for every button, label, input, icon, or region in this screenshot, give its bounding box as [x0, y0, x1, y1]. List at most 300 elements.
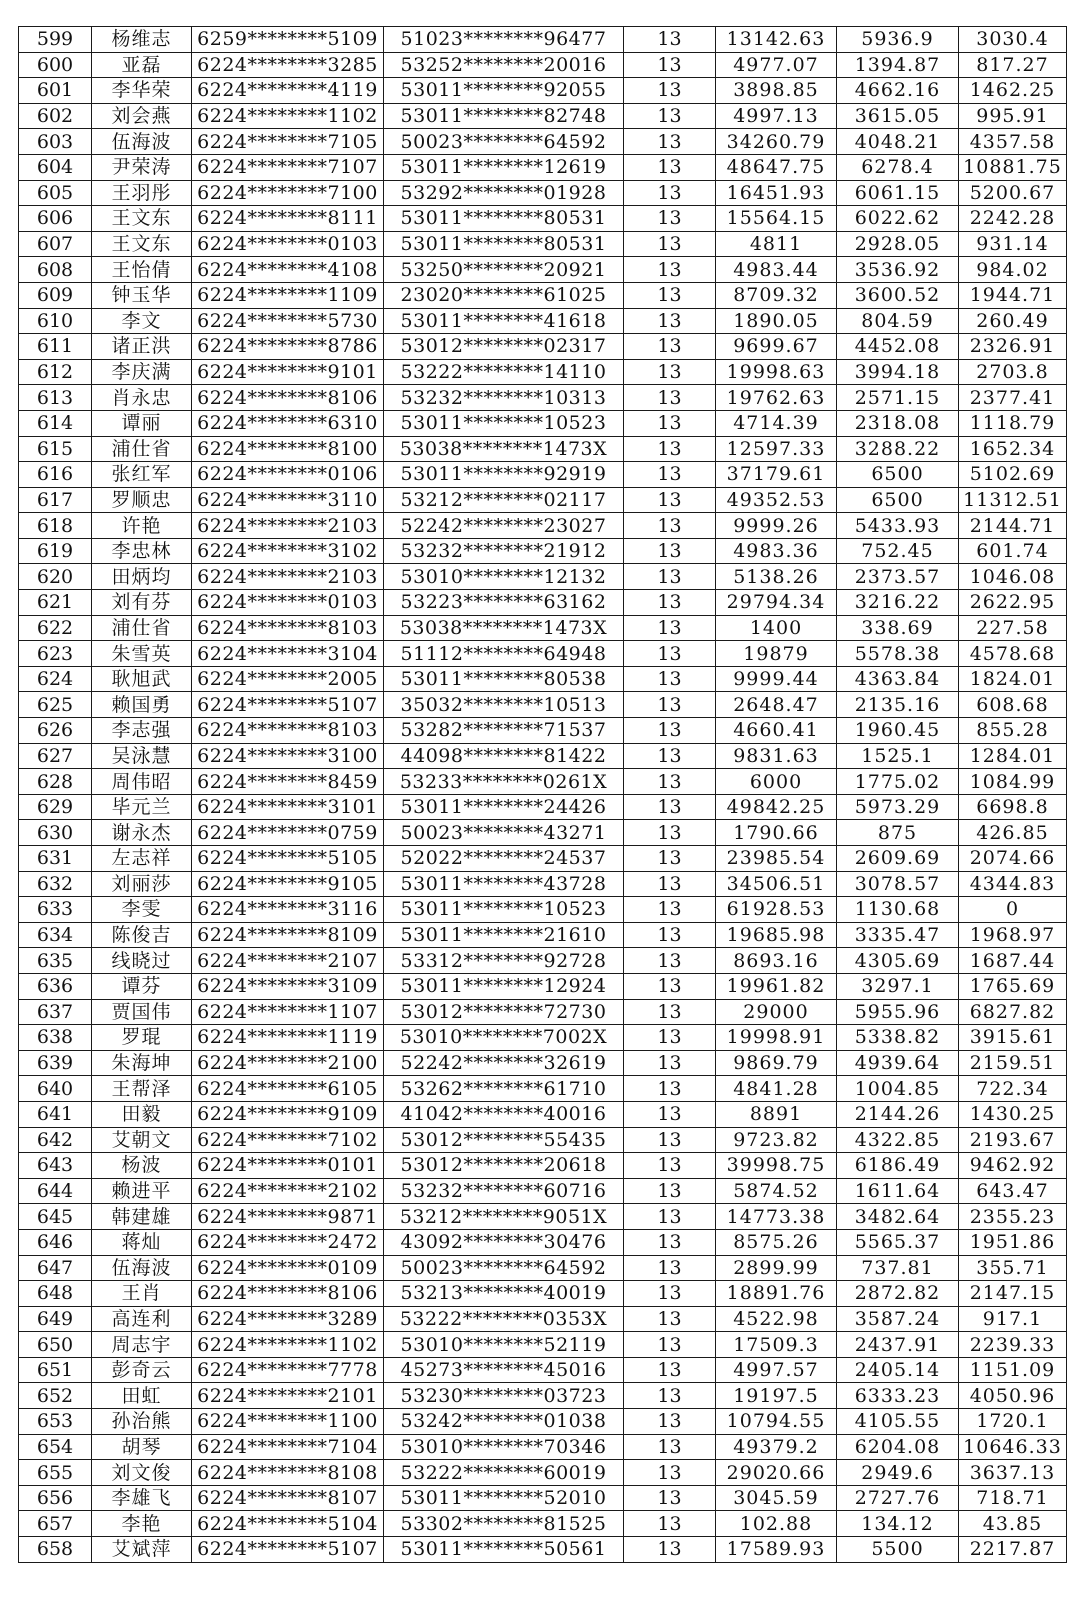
amount-1-cell: 61928.53 [716, 897, 837, 923]
amount-2-cell: 3482.64 [837, 1204, 959, 1230]
amount-2-cell: 6333.23 [837, 1383, 959, 1409]
bank-card-number-cell: 6224********8111 [192, 206, 384, 232]
row-number-cell: 631 [19, 846, 92, 872]
row-number-cell: 625 [19, 692, 92, 718]
amount-1-cell: 10794.55 [716, 1409, 837, 1435]
row-number-cell: 649 [19, 1306, 92, 1332]
person-name-cell: 艾斌萍 [92, 1537, 192, 1563]
amount-1-cell: 8693.16 [716, 948, 837, 974]
months-cell: 13 [624, 1383, 716, 1409]
amount-3-cell: 1968.97 [959, 922, 1067, 948]
id-number-cell: 53011********80531 [384, 231, 624, 257]
amount-1-cell: 12597.33 [716, 436, 837, 462]
id-number-cell: 53010********7002X [384, 1025, 624, 1051]
person-name-cell: 彭奇云 [92, 1357, 192, 1383]
bank-card-number-cell: 6224********3100 [192, 743, 384, 769]
id-number-cell: 53302********81525 [384, 1511, 624, 1537]
person-name-cell: 浦仕省 [92, 436, 192, 462]
amount-2-cell: 3587.24 [837, 1306, 959, 1332]
person-name-cell: 耿旭武 [92, 666, 192, 692]
months-cell: 13 [624, 1050, 716, 1076]
table-row [19, 590, 1067, 616]
person-name-cell: 伍海波 [92, 129, 192, 155]
person-name-cell: 孙治熊 [92, 1409, 192, 1435]
amount-1-cell: 49842.25 [716, 794, 837, 820]
months-cell: 13 [624, 154, 716, 180]
person-name-cell: 毕元兰 [92, 794, 192, 820]
row-number-cell: 636 [19, 973, 92, 999]
id-number-cell: 53282********71537 [384, 718, 624, 744]
amount-1-cell: 19998.63 [716, 359, 837, 385]
months-cell: 13 [624, 820, 716, 846]
row-number-cell: 650 [19, 1332, 92, 1358]
months-cell: 13 [624, 1101, 716, 1127]
row-number-cell: 603 [19, 129, 92, 155]
id-number-cell: 35032********10513 [384, 692, 624, 718]
bank-card-number-cell: 6224********1102 [192, 103, 384, 129]
months-cell: 13 [624, 1460, 716, 1486]
bank-card-number-cell: 6224********0109 [192, 1255, 384, 1281]
row-number-cell: 601 [19, 78, 92, 104]
id-number-cell: 52242********23027 [384, 513, 624, 539]
amount-2-cell: 2437.91 [837, 1332, 959, 1358]
bank-card-number-cell: 6224********4108 [192, 257, 384, 283]
months-cell: 13 [624, 641, 716, 667]
months-cell: 13 [624, 1204, 716, 1230]
amount-3-cell: 917.1 [959, 1306, 1067, 1332]
person-name-cell: 王文东 [92, 231, 192, 257]
table-row [19, 1434, 1067, 1460]
amount-3-cell: 722.34 [959, 1076, 1067, 1102]
id-number-cell: 50023********43271 [384, 820, 624, 846]
amount-1-cell: 9699.67 [716, 334, 837, 360]
amount-3-cell: 931.14 [959, 231, 1067, 257]
amount-1-cell: 17589.93 [716, 1537, 837, 1563]
table-row [19, 180, 1067, 206]
amount-3-cell: 4578.68 [959, 641, 1067, 667]
person-name-cell: 许艳 [92, 513, 192, 539]
person-name-cell: 李忠林 [92, 538, 192, 564]
amount-1-cell: 15564.15 [716, 206, 837, 232]
bank-card-number-cell: 6224********1100 [192, 1409, 384, 1435]
months-cell: 13 [624, 180, 716, 206]
table-row [19, 1332, 1067, 1358]
row-number-cell: 654 [19, 1434, 92, 1460]
amount-3-cell: 0 [959, 897, 1067, 923]
amount-3-cell: 1462.25 [959, 78, 1067, 104]
amount-3-cell: 1084.99 [959, 769, 1067, 795]
table-row [19, 871, 1067, 897]
amount-2-cell: 4662.16 [837, 78, 959, 104]
months-cell: 13 [624, 103, 716, 129]
table-row [19, 334, 1067, 360]
months-cell: 13 [624, 1434, 716, 1460]
amount-1-cell: 4983.36 [716, 538, 837, 564]
amount-3-cell: 2159.51 [959, 1050, 1067, 1076]
row-number-cell: 640 [19, 1076, 92, 1102]
bank-card-number-cell: 6224********8103 [192, 615, 384, 641]
row-number-cell: 648 [19, 1281, 92, 1307]
row-number-cell: 609 [19, 282, 92, 308]
person-name-cell: 王怡倩 [92, 257, 192, 283]
id-number-cell: 45273********45016 [384, 1357, 624, 1383]
id-number-cell: 53292********01928 [384, 180, 624, 206]
row-number-cell: 617 [19, 487, 92, 513]
id-number-cell: 53232********60716 [384, 1178, 624, 1204]
months-cell: 13 [624, 1076, 716, 1102]
months-cell: 13 [624, 1025, 716, 1051]
id-number-cell: 53222********60019 [384, 1460, 624, 1486]
bank-card-number-cell: 6224********1109 [192, 282, 384, 308]
amount-1-cell: 9999.44 [716, 666, 837, 692]
id-number-cell: 50023********64592 [384, 1255, 624, 1281]
id-number-cell: 53252********20016 [384, 52, 624, 78]
amount-3-cell: 2703.8 [959, 359, 1067, 385]
amount-2-cell: 3994.18 [837, 359, 959, 385]
person-name-cell: 周伟昭 [92, 769, 192, 795]
months-cell: 13 [624, 973, 716, 999]
id-number-cell: 53011********12924 [384, 973, 624, 999]
data-table [18, 26, 1067, 1563]
amount-1-cell: 9999.26 [716, 513, 837, 539]
amount-2-cell: 5338.82 [837, 1025, 959, 1051]
months-cell: 13 [624, 78, 716, 104]
table-row [19, 1101, 1067, 1127]
person-name-cell: 胡琴 [92, 1434, 192, 1460]
amount-3-cell: 1284.01 [959, 743, 1067, 769]
months-cell: 13 [624, 1255, 716, 1281]
amount-2-cell: 1611.64 [837, 1178, 959, 1204]
row-number-cell: 608 [19, 257, 92, 283]
row-number-cell: 599 [19, 27, 92, 53]
row-number-cell: 613 [19, 385, 92, 411]
table-row [19, 1153, 1067, 1179]
person-name-cell: 左志祥 [92, 846, 192, 872]
table-row [19, 846, 1067, 872]
row-number-cell: 656 [19, 1485, 92, 1511]
table-row [19, 487, 1067, 513]
amount-3-cell: 227.58 [959, 615, 1067, 641]
row-number-cell: 605 [19, 180, 92, 206]
row-number-cell: 647 [19, 1255, 92, 1281]
amount-1-cell: 19879 [716, 641, 837, 667]
amount-3-cell: 2239.33 [959, 1332, 1067, 1358]
table-row [19, 1127, 1067, 1153]
person-name-cell: 李华荣 [92, 78, 192, 104]
months-cell: 13 [624, 1537, 716, 1563]
id-number-cell: 53038********1473X [384, 436, 624, 462]
bank-card-number-cell: 6224********2103 [192, 513, 384, 539]
amount-1-cell: 102.88 [716, 1511, 837, 1537]
amount-3-cell: 601.74 [959, 538, 1067, 564]
amount-2-cell: 4322.85 [837, 1127, 959, 1153]
amount-1-cell: 37179.61 [716, 462, 837, 488]
bank-card-number-cell: 6224********7105 [192, 129, 384, 155]
row-number-cell: 630 [19, 820, 92, 846]
months-cell: 13 [624, 538, 716, 564]
id-number-cell: 53012********55435 [384, 1127, 624, 1153]
table-row [19, 78, 1067, 104]
table-row [19, 52, 1067, 78]
amount-1-cell: 4811 [716, 231, 837, 257]
id-number-cell: 53011********12619 [384, 154, 624, 180]
id-number-cell: 53011********80538 [384, 666, 624, 692]
person-name-cell: 诸正洪 [92, 334, 192, 360]
bank-card-number-cell: 6224********9871 [192, 1204, 384, 1230]
amount-2-cell: 2609.69 [837, 846, 959, 872]
months-cell: 13 [624, 692, 716, 718]
months-cell: 13 [624, 897, 716, 923]
row-number-cell: 626 [19, 718, 92, 744]
amount-1-cell: 19961.82 [716, 973, 837, 999]
id-number-cell: 53011********50561 [384, 1537, 624, 1563]
months-cell: 13 [624, 1229, 716, 1255]
row-number-cell: 616 [19, 462, 92, 488]
table-row [19, 999, 1067, 1025]
id-number-cell: 50023********64592 [384, 129, 624, 155]
person-name-cell: 李艳 [92, 1511, 192, 1537]
row-number-cell: 645 [19, 1204, 92, 1230]
bank-card-number-cell: 6259********5109 [192, 27, 384, 53]
person-name-cell: 刘丽莎 [92, 871, 192, 897]
row-number-cell: 611 [19, 334, 92, 360]
months-cell: 13 [624, 948, 716, 974]
table-row [19, 1383, 1067, 1409]
person-name-cell: 高连利 [92, 1306, 192, 1332]
table-row [19, 1255, 1067, 1281]
bank-card-number-cell: 6224********5730 [192, 308, 384, 334]
bank-card-number-cell: 6224********5107 [192, 1537, 384, 1563]
row-number-cell: 657 [19, 1511, 92, 1537]
table-row [19, 538, 1067, 564]
bank-card-number-cell: 6224********3289 [192, 1306, 384, 1332]
table-row [19, 1537, 1067, 1563]
amount-1-cell: 8891 [716, 1101, 837, 1127]
id-number-cell: 53010********12132 [384, 564, 624, 590]
table-row [19, 308, 1067, 334]
bank-card-number-cell: 6224********8786 [192, 334, 384, 360]
person-name-cell: 杨波 [92, 1153, 192, 1179]
id-number-cell: 53010********52119 [384, 1332, 624, 1358]
amount-2-cell: 6186.49 [837, 1153, 959, 1179]
amount-1-cell: 39998.75 [716, 1153, 837, 1179]
amount-3-cell: 984.02 [959, 257, 1067, 283]
person-name-cell: 韩建雄 [92, 1204, 192, 1230]
table-row [19, 897, 1067, 923]
amount-3-cell: 3637.13 [959, 1460, 1067, 1486]
bank-card-number-cell: 6224********2102 [192, 1178, 384, 1204]
bank-card-number-cell: 6224********8106 [192, 385, 384, 411]
amount-2-cell: 1775.02 [837, 769, 959, 795]
person-name-cell: 赖进平 [92, 1178, 192, 1204]
amount-3-cell: 3030.4 [959, 27, 1067, 53]
person-name-cell: 艾朝文 [92, 1127, 192, 1153]
bank-card-number-cell: 6224********2101 [192, 1383, 384, 1409]
person-name-cell: 伍海波 [92, 1255, 192, 1281]
table-row [19, 154, 1067, 180]
amount-1-cell: 4841.28 [716, 1076, 837, 1102]
amount-3-cell: 355.71 [959, 1255, 1067, 1281]
bank-card-number-cell: 6224********7778 [192, 1357, 384, 1383]
person-name-cell: 贾国伟 [92, 999, 192, 1025]
amount-3-cell: 1118.79 [959, 410, 1067, 436]
table-row [19, 129, 1067, 155]
months-cell: 13 [624, 1281, 716, 1307]
id-number-cell: 53222********0353X [384, 1306, 624, 1332]
amount-2-cell: 737.81 [837, 1255, 959, 1281]
amount-3-cell: 2147.15 [959, 1281, 1067, 1307]
id-number-cell: 52022********24537 [384, 846, 624, 872]
bank-card-number-cell: 6224********0101 [192, 1153, 384, 1179]
person-name-cell: 刘有芬 [92, 590, 192, 616]
person-name-cell: 钟玉华 [92, 282, 192, 308]
person-name-cell: 张红军 [92, 462, 192, 488]
id-number-cell: 53011********24426 [384, 794, 624, 820]
bank-card-number-cell: 6224********6105 [192, 1076, 384, 1102]
bank-card-number-cell: 6224********3109 [192, 973, 384, 999]
months-cell: 13 [624, 1332, 716, 1358]
table-row [19, 641, 1067, 667]
months-cell: 13 [624, 513, 716, 539]
table-row [19, 1357, 1067, 1383]
bank-card-number-cell: 6224********1102 [192, 1332, 384, 1358]
person-name-cell: 陈俊吉 [92, 922, 192, 948]
bank-card-number-cell: 6224********8109 [192, 922, 384, 948]
row-number-cell: 615 [19, 436, 92, 462]
bank-card-number-cell: 6224********8103 [192, 718, 384, 744]
months-cell: 13 [624, 769, 716, 795]
amount-3-cell: 817.27 [959, 52, 1067, 78]
person-name-cell: 刘文俊 [92, 1460, 192, 1486]
amount-2-cell: 5936.9 [837, 27, 959, 53]
amount-1-cell: 4977.07 [716, 52, 837, 78]
amount-3-cell: 2377.41 [959, 385, 1067, 411]
amount-1-cell: 9869.79 [716, 1050, 837, 1076]
amount-1-cell: 8709.32 [716, 282, 837, 308]
person-name-cell: 吴泳慧 [92, 743, 192, 769]
id-number-cell: 53011********80531 [384, 206, 624, 232]
amount-1-cell: 17509.3 [716, 1332, 837, 1358]
amount-1-cell: 23985.54 [716, 846, 837, 872]
row-number-cell: 614 [19, 410, 92, 436]
amount-2-cell: 6061.15 [837, 180, 959, 206]
id-number-cell: 53230********03723 [384, 1383, 624, 1409]
months-cell: 13 [624, 334, 716, 360]
bank-card-number-cell: 6224********8107 [192, 1485, 384, 1511]
amount-2-cell: 1525.1 [837, 743, 959, 769]
bank-card-number-cell: 6224********6310 [192, 410, 384, 436]
id-number-cell: 53012********02317 [384, 334, 624, 360]
amount-3-cell: 1687.44 [959, 948, 1067, 974]
row-number-cell: 651 [19, 1357, 92, 1383]
table-row [19, 359, 1067, 385]
amount-2-cell: 1394.87 [837, 52, 959, 78]
amount-3-cell: 1720.1 [959, 1409, 1067, 1435]
table-row [19, 615, 1067, 641]
table-row [19, 231, 1067, 257]
amount-2-cell: 4105.55 [837, 1409, 959, 1435]
amount-1-cell: 5874.52 [716, 1178, 837, 1204]
amount-2-cell: 3078.57 [837, 871, 959, 897]
table-row [19, 1178, 1067, 1204]
row-number-cell: 635 [19, 948, 92, 974]
id-number-cell: 53011********10523 [384, 410, 624, 436]
row-number-cell: 607 [19, 231, 92, 257]
table-row [19, 564, 1067, 590]
person-name-cell: 朱雪英 [92, 641, 192, 667]
amount-1-cell: 4660.41 [716, 718, 837, 744]
table-row [19, 1050, 1067, 1076]
months-cell: 13 [624, 1409, 716, 1435]
id-number-cell: 53250********20921 [384, 257, 624, 283]
amount-3-cell: 10646.33 [959, 1434, 1067, 1460]
id-number-cell: 52242********32619 [384, 1050, 624, 1076]
amount-3-cell: 11312.51 [959, 487, 1067, 513]
id-number-cell: 53242********01038 [384, 1409, 624, 1435]
amount-3-cell: 1944.71 [959, 282, 1067, 308]
table-body [19, 27, 1067, 1563]
table-row [19, 206, 1067, 232]
table-row [19, 973, 1067, 999]
amount-2-cell: 875 [837, 820, 959, 846]
row-number-cell: 644 [19, 1178, 92, 1204]
id-number-cell: 53011********92055 [384, 78, 624, 104]
amount-3-cell: 9462.92 [959, 1153, 1067, 1179]
amount-2-cell: 804.59 [837, 308, 959, 334]
months-cell: 13 [624, 1153, 716, 1179]
person-name-cell: 王帮泽 [92, 1076, 192, 1102]
table-row [19, 27, 1067, 53]
bank-card-number-cell: 6224********5107 [192, 692, 384, 718]
bank-card-number-cell: 6224********7102 [192, 1127, 384, 1153]
amount-2-cell: 3536.92 [837, 257, 959, 283]
months-cell: 13 [624, 282, 716, 308]
amount-1-cell: 2899.99 [716, 1255, 837, 1281]
amount-2-cell: 134.12 [837, 1511, 959, 1537]
amount-2-cell: 6500 [837, 487, 959, 513]
bank-card-number-cell: 6224********8100 [192, 436, 384, 462]
amount-3-cell: 2355.23 [959, 1204, 1067, 1230]
row-number-cell: 646 [19, 1229, 92, 1255]
row-number-cell: 638 [19, 1025, 92, 1051]
table-row [19, 410, 1067, 436]
amount-2-cell: 2949.6 [837, 1460, 959, 1486]
amount-2-cell: 3216.22 [837, 590, 959, 616]
id-number-cell: 53262********61710 [384, 1076, 624, 1102]
table-row [19, 257, 1067, 283]
row-number-cell: 642 [19, 1127, 92, 1153]
row-number-cell: 627 [19, 743, 92, 769]
amount-1-cell: 49352.53 [716, 487, 837, 513]
bank-card-number-cell: 6224********9109 [192, 1101, 384, 1127]
bank-card-number-cell: 6224********2103 [192, 564, 384, 590]
amount-3-cell: 1824.01 [959, 666, 1067, 692]
person-name-cell: 亚磊 [92, 52, 192, 78]
amount-2-cell: 338.69 [837, 615, 959, 641]
row-number-cell: 658 [19, 1537, 92, 1563]
table-row [19, 1204, 1067, 1230]
amount-1-cell: 3898.85 [716, 78, 837, 104]
bank-card-number-cell: 6224********1119 [192, 1025, 384, 1051]
amount-1-cell: 2648.47 [716, 692, 837, 718]
amount-1-cell: 4997.57 [716, 1357, 837, 1383]
amount-3-cell: 6698.8 [959, 794, 1067, 820]
id-number-cell: 53011********82748 [384, 103, 624, 129]
bank-card-number-cell: 6224********3104 [192, 641, 384, 667]
person-name-cell: 罗琨 [92, 1025, 192, 1051]
amount-3-cell: 260.49 [959, 308, 1067, 334]
amount-2-cell: 2872.82 [837, 1281, 959, 1307]
